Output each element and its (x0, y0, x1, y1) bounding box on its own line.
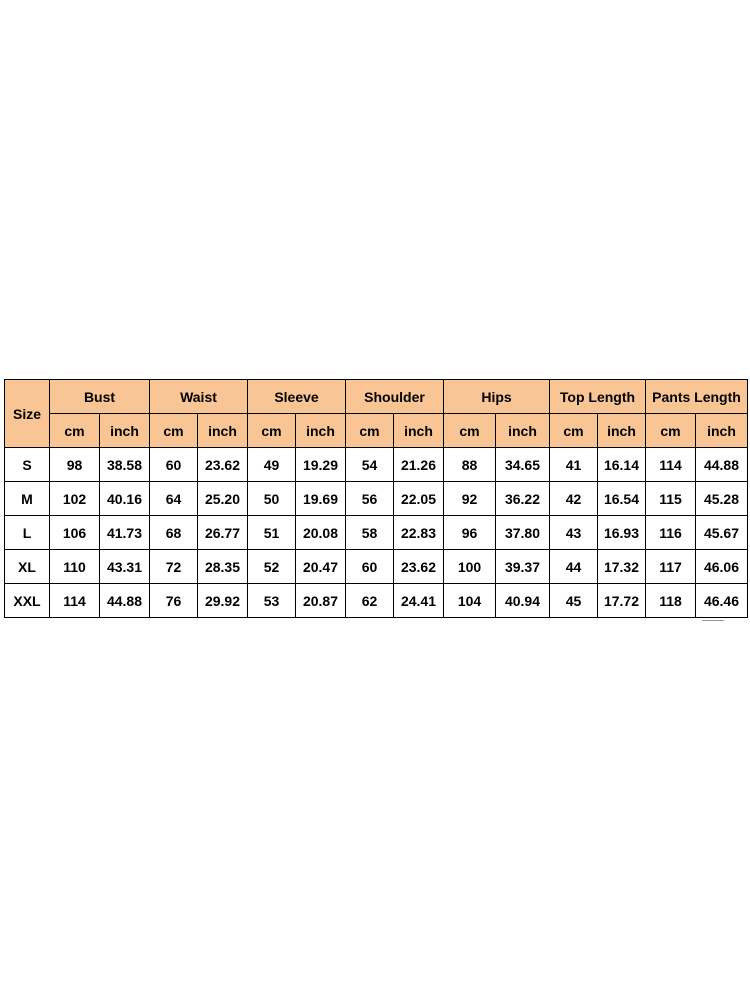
value-cell: 64 (150, 482, 198, 516)
value-cell: 49 (248, 448, 296, 482)
value-cell: 23.62 (394, 550, 444, 584)
value-cell: 72 (150, 550, 198, 584)
value-cell: 60 (150, 448, 198, 482)
value-cell: 54 (346, 448, 394, 482)
value-cell: 98 (50, 448, 100, 482)
value-cell: 115 (646, 482, 696, 516)
size-column-header: Size (5, 380, 50, 448)
header-group-row (5, 380, 748, 414)
sleeve-header: Sleeve (248, 380, 346, 414)
value-cell: 38.58 (100, 448, 150, 482)
value-cell: 62 (346, 584, 394, 618)
value-cell: 20.47 (296, 550, 346, 584)
value-cell: 118 (646, 584, 696, 618)
value-cell: 36.22 (496, 482, 550, 516)
value-cell: 21.26 (394, 448, 444, 482)
value-cell: 44.88 (100, 584, 150, 618)
value-cell: 39.37 (496, 550, 550, 584)
value-cell: 60 (346, 550, 394, 584)
value-cell: 22.83 (394, 516, 444, 550)
bust-header: Bust (50, 380, 150, 414)
unit-cm-header: cm (150, 414, 198, 448)
value-cell: 17.32 (598, 550, 646, 584)
value-cell: 92 (444, 482, 496, 516)
size-chart-table (4, 379, 748, 618)
value-cell: 23.62 (198, 448, 248, 482)
value-cell: 56 (346, 482, 394, 516)
value-cell: 41 (550, 448, 598, 482)
value-cell: 44.88 (696, 448, 748, 482)
value-cell: 110 (50, 550, 100, 584)
value-cell: 46.46 (696, 584, 748, 618)
value-cell: 100 (444, 550, 496, 584)
unit-cm-header: cm (50, 414, 100, 448)
value-cell: 42 (550, 482, 598, 516)
table-row (5, 550, 748, 584)
value-cell: 88 (444, 448, 496, 482)
value-cell: 96 (444, 516, 496, 550)
value-cell: 22.05 (394, 482, 444, 516)
value-cell: 58 (346, 516, 394, 550)
value-cell: 28.35 (198, 550, 248, 584)
value-cell: 16.54 (598, 482, 646, 516)
value-cell: 106 (50, 516, 100, 550)
unit-inch-header: inch (598, 414, 646, 448)
unit-cm-header: cm (444, 414, 496, 448)
header-unit-row (5, 414, 748, 448)
pants-length-header: Pants Length (646, 380, 748, 414)
value-cell: 44 (550, 550, 598, 584)
value-cell: 19.69 (296, 482, 346, 516)
value-cell: 114 (50, 584, 100, 618)
table-row (5, 482, 748, 516)
value-cell: 16.14 (598, 448, 646, 482)
value-cell: 29.92 (198, 584, 248, 618)
unit-inch-header: inch (696, 414, 748, 448)
value-cell: 76 (150, 584, 198, 618)
value-cell: 52 (248, 550, 296, 584)
shoulder-header: Shoulder (346, 380, 444, 414)
value-cell: 53 (248, 584, 296, 618)
value-cell: 45 (550, 584, 598, 618)
value-cell: 102 (50, 482, 100, 516)
size-cell: S (5, 448, 50, 482)
table-row (5, 516, 748, 550)
unit-cm-header: cm (248, 414, 296, 448)
value-cell: 16.93 (598, 516, 646, 550)
value-cell: 45.28 (696, 482, 748, 516)
value-cell: 50 (248, 482, 296, 516)
value-cell: 24.41 (394, 584, 444, 618)
hips-header: Hips (444, 380, 550, 414)
top-length-header: Top Length (550, 380, 646, 414)
value-cell: 41.73 (100, 516, 150, 550)
value-cell: 43.31 (100, 550, 150, 584)
value-cell: 43 (550, 516, 598, 550)
unit-cm-header: cm (550, 414, 598, 448)
table-row (5, 448, 748, 482)
size-cell: XL (5, 550, 50, 584)
value-cell: 116 (646, 516, 696, 550)
value-cell: 40.94 (496, 584, 550, 618)
size-cell: XXL (5, 584, 50, 618)
value-cell: 37.80 (496, 516, 550, 550)
waist-header: Waist (150, 380, 248, 414)
value-cell: 40.16 (100, 482, 150, 516)
unit-inch-header: inch (100, 414, 150, 448)
size-cell: M (5, 482, 50, 516)
value-cell: 117 (646, 550, 696, 584)
unit-inch-header: inch (394, 414, 444, 448)
value-cell: 68 (150, 516, 198, 550)
table-row (5, 584, 748, 618)
size-cell: L (5, 516, 50, 550)
value-cell: 34.65 (496, 448, 550, 482)
value-cell: 45.67 (696, 516, 748, 550)
value-cell: 25.20 (198, 482, 248, 516)
value-cell: 51 (248, 516, 296, 550)
unit-inch-header: inch (296, 414, 346, 448)
unit-inch-header: inch (496, 414, 550, 448)
decorative-mark (702, 620, 724, 621)
unit-inch-header: inch (198, 414, 248, 448)
value-cell: 104 (444, 584, 496, 618)
value-cell: 20.87 (296, 584, 346, 618)
value-cell: 17.72 (598, 584, 646, 618)
value-cell: 19.29 (296, 448, 346, 482)
unit-cm-header: cm (346, 414, 394, 448)
value-cell: 20.08 (296, 516, 346, 550)
unit-cm-header: cm (646, 414, 696, 448)
value-cell: 114 (646, 448, 696, 482)
value-cell: 26.77 (198, 516, 248, 550)
value-cell: 46.06 (696, 550, 748, 584)
